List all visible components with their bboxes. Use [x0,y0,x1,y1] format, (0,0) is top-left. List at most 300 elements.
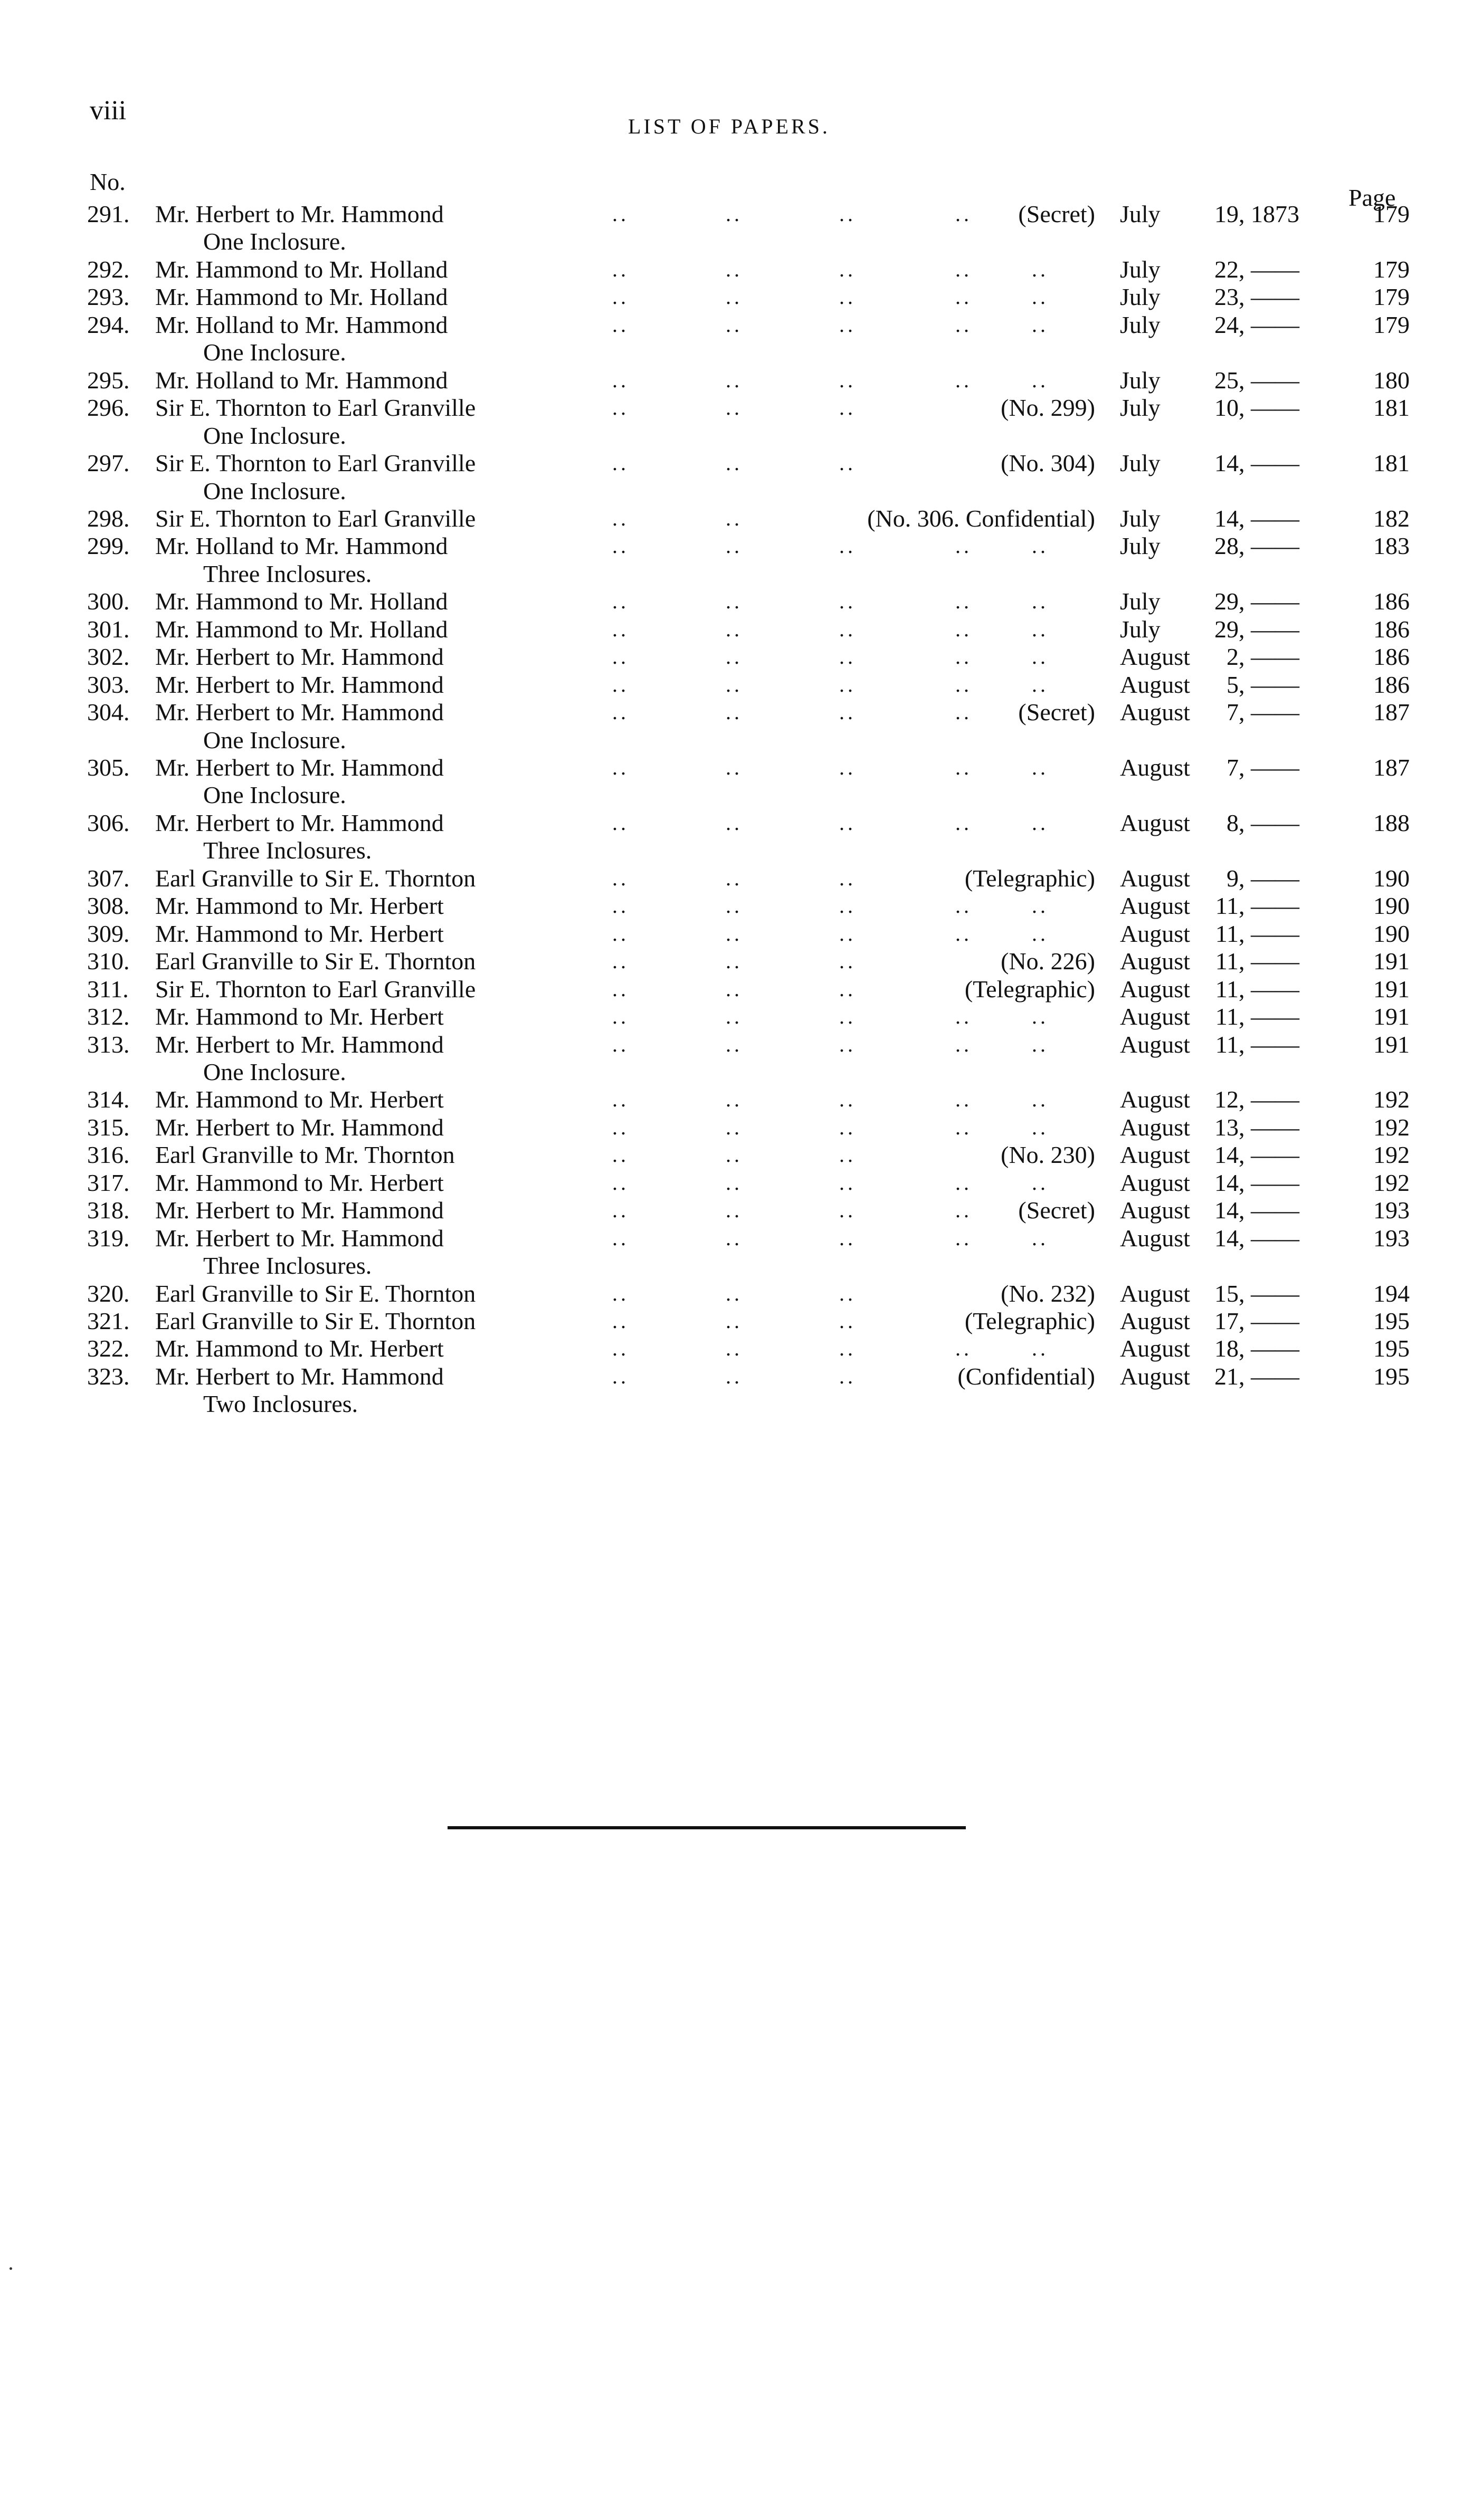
entry-date: 2, —— [1227,643,1299,671]
entry-correspondents: Mr. Hammond to Mr. Herbert [155,1169,444,1196]
entry-number: 301. [87,615,130,643]
entry-correspondents: Sir E. Thornton to Earl Granville [155,504,476,532]
list-item [0,808,1473,838]
list-item [0,975,1473,1004]
leader-dots: .. [612,1337,629,1361]
leader-dots: .. [726,312,743,337]
entry-date: 19, 1873 [1214,201,1299,227]
entry-correspondents: Mr. Hammond to Mr. Herbert [155,1335,444,1362]
entry-number: 313. [87,1030,130,1058]
leader-dots: .. [1032,645,1049,669]
column-header-page: Page [1348,184,1396,211]
entry-page: 181 [1373,394,1410,422]
leader-dots: .. [726,894,743,918]
leader-dots: .. [839,534,856,558]
leader-dots: .. [839,700,856,724]
entry-correspondents: Mr. Hammond to Mr. Herbert [155,920,444,947]
entry-number: 306. [87,809,130,836]
entry-month: August [1120,1113,1190,1141]
entry-page: 190 [1373,864,1410,892]
entry-page: 190 [1373,892,1410,920]
entry-page: 193 [1373,1224,1410,1252]
entry-correspondents: Mr. Herbert to Mr. Hammond [155,643,444,671]
leader-dots: .. [612,1309,629,1333]
entry-note: (Confidential) [957,1362,1095,1390]
entry-date: 28, —— [1214,532,1299,560]
entry-month: August [1120,975,1190,1003]
entry-number: 299. [87,532,130,560]
column-header-no: No. [90,168,126,195]
inclosure-line [0,1251,1473,1281]
leader-dots: .. [726,949,743,973]
entry-month: August [1120,1362,1190,1390]
leader-dots: .. [1032,1170,1049,1195]
leader-dots: .. [955,1337,972,1361]
leader-dots: .. [726,589,743,614]
entry-page: 179 [1373,255,1410,283]
entry-date: 5, —— [1227,671,1299,698]
leader-dots: .. [955,589,972,614]
list-item [0,891,1473,921]
leader-dots: .. [955,617,972,641]
entry-date: 14, —— [1214,1141,1299,1169]
entry-number: 294. [87,311,130,338]
list-item [0,615,1473,644]
list-item [0,448,1473,478]
entry-date: 14, —— [1214,1169,1299,1196]
entry-number: 295. [87,366,130,394]
entry-date: 17, —— [1214,1307,1299,1334]
leader-dots: .. [839,1226,856,1250]
leader-dots: .. [1032,810,1049,835]
entry-date: 24, —— [1214,311,1299,338]
leader-dots: .. [726,1143,743,1167]
leader-dots: .. [726,257,743,281]
entry-page: 192 [1373,1113,1410,1141]
leader-dots: .. [955,1226,972,1250]
entry-page: 191 [1373,1030,1410,1058]
inclosure-line [0,1389,1473,1419]
leader-dots: .. [1032,1005,1049,1029]
leader-dots: .. [612,312,629,337]
leader-dots: .. [612,756,629,779]
leader-dots: .. [839,1115,856,1139]
leader-dots: .. [612,1198,629,1223]
entry-page: 191 [1373,948,1410,975]
entry-number: 310. [87,948,130,975]
entry-page: 192 [1373,1086,1410,1113]
list-item [0,1140,1473,1170]
page-number: viii [90,96,127,126]
list-item [0,393,1473,423]
entry-date: 29, —— [1214,615,1299,643]
leader-dots: .. [955,1087,972,1112]
entry-correspondents: Mr. Hammond to Mr. Herbert [155,892,444,920]
entry-number: 318. [87,1197,130,1224]
entry-number: 316. [87,1141,130,1169]
leader-dots: .. [726,368,743,392]
inclosure-line [0,338,1473,367]
leader-dots: .. [839,949,856,973]
entry-correspondents: Mr. Herbert to Mr. Hammond [155,671,444,698]
leader-dots: .. [839,1364,856,1388]
entry-month: August [1120,1335,1190,1362]
inclosure-line [0,780,1473,810]
entry-correspondents: Earl Granville to Sir E. Thornton [155,1280,476,1307]
entry-date: 9, —— [1227,864,1299,892]
entry-month: August [1120,1197,1190,1224]
leader-dots: .. [955,1198,972,1223]
leader-dots: .. [955,202,972,226]
leader-dots: .. [955,756,972,779]
list-item [0,282,1473,312]
entry-number: 308. [87,892,130,920]
entry-date: 7, —— [1227,699,1299,726]
entry-correspondents: Mr. Herbert to Mr. Hammond [155,1030,444,1058]
entry-number: 300. [87,588,130,615]
leader-dots: .. [839,894,856,918]
leader-dots: .. [839,1198,856,1223]
entry-note: (No. 226) [1001,948,1095,975]
leader-dots: .. [612,1226,629,1250]
entry-note: (Telegraphic) [964,864,1095,892]
entry-date: 14, —— [1214,504,1299,532]
list-item [0,531,1473,561]
entry-note: (No. 230) [1001,1141,1095,1169]
leader-dots: .. [955,285,972,309]
list-item [0,504,1473,533]
entry-page: 194 [1373,1280,1410,1307]
leader-dots: .. [726,1170,743,1195]
entry-month: July [1120,255,1161,283]
list-item [0,642,1473,672]
entry-month: August [1120,809,1190,836]
list-item [0,1030,1473,1059]
entry-date: 15, —— [1214,1280,1299,1307]
entry-note: (Secret) [1018,699,1095,726]
inclosure-line [0,476,1473,506]
leader-dots: .. [1032,617,1049,641]
leader-dots: .. [1032,1032,1049,1056]
list-item [0,1168,1473,1198]
leader-dots: .. [726,1226,743,1250]
entry-inclosures: Three Inclosures. [203,837,372,864]
leader-dots: .. [839,866,856,890]
leader-dots: .. [612,921,629,946]
leader-dots: .. [1032,368,1049,392]
leader-dots: .. [955,534,972,558]
entry-page: 195 [1373,1362,1410,1390]
leader-dots: .. [1032,312,1049,337]
entry-inclosures: One Inclosure. [203,1058,346,1085]
entry-number: 303. [87,671,130,698]
leader-dots: .. [1032,672,1049,696]
entry-number: 314. [87,1086,130,1113]
inclosure-line [0,421,1473,451]
entry-correspondents: Mr. Holland to Mr. Hammond [155,311,448,338]
leader-dots: .. [839,368,856,392]
leader-dots: .. [839,1032,856,1056]
entry-correspondents: Mr. Herbert to Mr. Hammond [155,1113,444,1141]
list-item [0,310,1473,340]
leader-dots: .. [955,312,972,337]
leader-dots: .. [726,921,743,946]
entry-number: 292. [87,255,130,283]
entry-correspondents: Mr. Herbert to Mr. Hammond [155,699,444,726]
leader-dots: .. [612,1005,629,1029]
leader-dots: .. [955,1032,972,1056]
leader-dots: .. [839,921,856,946]
leader-dots: .. [612,977,629,1001]
entry-month: August [1120,920,1190,947]
entry-month: July [1120,366,1161,394]
entry-month: August [1120,1280,1190,1307]
list-item [0,1196,1473,1225]
entry-month: August [1120,892,1190,920]
entry-number: 307. [87,864,130,892]
entry-correspondents: Sir E. Thornton to Earl Granville [155,975,476,1003]
entry-note: (No. 306. Confidential) [867,504,1095,532]
leader-dots: .. [612,506,629,530]
leader-dots: .. [726,977,743,1001]
leader-dots: .. [726,506,743,530]
entry-number: 317. [87,1169,130,1196]
leader-dots: .. [839,1309,856,1333]
entry-correspondents: Earl Granville to Sir E. Thornton [155,864,476,892]
entry-number: 304. [87,699,130,726]
leader-dots: .. [612,1032,629,1056]
leader-dots: .. [839,645,856,669]
leader-dots: .. [1032,1226,1049,1250]
entry-month: August [1120,1169,1190,1196]
leader-dots: .. [839,1005,856,1029]
entry-date: 14, —— [1214,450,1299,477]
inclosure-line [0,836,1473,865]
entry-month: July [1120,201,1161,227]
entry-correspondents: Mr. Herbert to Mr. Hammond [155,809,444,836]
entry-inclosures: One Inclosure. [203,339,346,366]
entry-note: (Telegraphic) [964,1307,1095,1334]
margin-speck [9,2267,12,2270]
leader-dots: .. [726,534,743,558]
entry-number: 320. [87,1280,130,1307]
entry-correspondents: Mr. Herbert to Mr. Hammond [155,754,444,781]
entry-page: 191 [1373,975,1410,1003]
entry-month: August [1120,671,1190,698]
entry-page: 187 [1373,699,1410,726]
entry-number: 319. [87,1224,130,1252]
entry-number: 296. [87,394,130,422]
leader-dots: .. [839,312,856,337]
entry-number: 309. [87,920,130,947]
leader-dots: .. [726,1087,743,1112]
entry-number: 323. [87,1362,130,1390]
leader-dots: .. [612,810,629,835]
list-item [0,1306,1473,1336]
leader-dots: .. [726,810,743,835]
closing-rule [448,1826,966,1829]
entry-correspondents: Mr. Herbert to Mr. Hammond [155,1224,444,1252]
entry-month: August [1120,699,1190,726]
entry-month: August [1120,643,1190,671]
entry-correspondents: Earl Granville to Sir E. Thornton [155,1307,476,1334]
entry-correspondents: Mr. Herbert to Mr. Hammond [155,201,444,227]
leader-dots: .. [612,672,629,696]
entry-correspondents: Mr. Herbert to Mr. Hammond [155,1197,444,1224]
entry-month: August [1120,1086,1190,1113]
entry-number: 293. [87,283,130,311]
entry-date: 25, —— [1214,366,1299,394]
list-item [0,1085,1473,1114]
entry-correspondents: Earl Granville to Mr. Thornton [155,1141,455,1169]
entry-inclosures: Three Inclosures. [203,560,372,587]
entry-page: 188 [1373,809,1410,836]
entry-month: July [1120,394,1161,422]
leader-dots: .. [726,451,743,475]
leader-dots: .. [955,672,972,696]
entry-number: 297. [87,450,130,477]
entry-page: 195 [1373,1335,1410,1362]
entry-note: (No. 232) [1001,1280,1095,1307]
leader-dots: .. [612,894,629,918]
leader-dots: .. [839,1087,856,1112]
entry-correspondents: Sir E. Thornton to Earl Granville [155,394,476,422]
entry-month: August [1120,754,1190,781]
leader-dots: .. [839,396,856,420]
leader-dots: .. [955,1170,972,1195]
entry-correspondents: Mr. Hammond to Mr. Holland [155,588,448,615]
leader-dots: .. [839,1281,856,1305]
entry-number: 311. [87,975,129,1003]
leader-dots: .. [1032,534,1049,558]
leader-dots: .. [612,1115,629,1139]
entry-date: 29, —— [1214,588,1299,615]
entry-date: 7, —— [1227,754,1299,781]
leader-dots: .. [612,949,629,973]
leader-dots: .. [726,1032,743,1056]
leader-dots: .. [726,1364,743,1388]
entry-number: 322. [87,1335,130,1362]
entry-correspondents: Mr. Hammond to Mr. Herbert [155,1003,444,1030]
entry-page: 181 [1373,450,1410,477]
entry-note: (No. 299) [1001,394,1095,422]
entry-date: 11, —— [1215,1030,1299,1058]
leader-dots: .. [726,645,743,669]
entry-number: 305. [87,754,130,781]
entry-correspondents: Earl Granville to Sir E. Thornton [155,948,476,975]
leader-dots: .. [612,866,629,890]
entry-inclosures: Two Inclosures. [203,1390,358,1418]
entry-date: 12, —— [1214,1086,1299,1113]
entry-page: 183 [1373,532,1410,560]
leader-dots: .. [612,368,629,392]
entry-month: July [1120,283,1161,311]
entry-date: 11, —— [1215,1003,1299,1030]
entry-page: 179 [1373,201,1410,227]
list-item [0,670,1473,700]
entry-number: 291. [87,201,130,227]
entry-month: July [1120,311,1161,338]
entry-page: 179 [1373,283,1410,311]
leader-dots: .. [1032,285,1049,309]
entry-page: 192 [1373,1169,1410,1196]
entry-correspondents: Mr. Holland to Mr. Hammond [155,366,448,394]
leader-dots: .. [1032,756,1049,779]
entry-page: 186 [1373,671,1410,698]
leader-dots: .. [612,1087,629,1112]
leader-dots: .. [839,1143,856,1167]
entry-date: 10, —— [1214,394,1299,422]
leader-dots: .. [726,396,743,420]
entry-page: 186 [1373,588,1410,615]
entry-date: 23, —— [1214,283,1299,311]
leader-dots: .. [612,396,629,420]
leader-dots: .. [839,202,856,226]
entry-inclosures: One Inclosure. [203,726,346,753]
running-head: LIST OF PAPERS. [628,114,830,138]
leader-dots: .. [839,589,856,614]
leader-dots: .. [612,1281,629,1305]
leader-dots: .. [612,589,629,614]
list-item [0,1279,1473,1309]
leader-dots: .. [955,1005,972,1029]
leader-dots: .. [1032,1115,1049,1139]
list-item [0,1224,1473,1253]
leader-dots: .. [726,672,743,696]
entry-page: 190 [1373,920,1410,947]
leader-dots: .. [955,368,972,392]
leader-dots: .. [612,700,629,724]
leader-dots: .. [1032,1087,1049,1112]
leader-dots: .. [726,617,743,641]
entry-number: 315. [87,1113,130,1141]
entry-inclosures: One Inclosure. [203,422,346,449]
leader-dots: .. [839,257,856,281]
leader-dots: .. [726,1005,743,1029]
entry-date: 11, —— [1215,948,1299,975]
entry-number: 312. [87,1003,130,1030]
entry-month: August [1120,1224,1190,1252]
leader-dots: .. [1032,921,1049,946]
entry-page: 191 [1373,1003,1410,1030]
leader-dots: .. [1032,589,1049,614]
list-item [0,753,1473,782]
entry-month: August [1120,1307,1190,1334]
list-item [0,947,1473,976]
entry-month: July [1120,588,1161,615]
entry-note: (Secret) [1018,201,1095,227]
leader-dots: .. [839,451,856,475]
leader-dots: .. [955,921,972,946]
list-item [0,366,1473,395]
inclosure-line [0,559,1473,589]
entry-page: 182 [1373,504,1410,532]
leader-dots: .. [1032,894,1049,918]
list-item [0,919,1473,949]
list-item [0,1113,1473,1142]
leader-dots: .. [726,866,743,890]
leader-dots: .. [612,534,629,558]
leader-dots: .. [839,1170,856,1195]
entry-page: 180 [1373,366,1410,394]
leader-dots: .. [726,1198,743,1223]
entry-month: July [1120,504,1161,532]
entry-date: 11, —— [1215,892,1299,920]
leader-dots: .. [612,202,629,226]
leader-dots: .. [839,810,856,835]
leader-dots: .. [726,756,743,779]
entry-date: 8, —— [1227,809,1299,836]
